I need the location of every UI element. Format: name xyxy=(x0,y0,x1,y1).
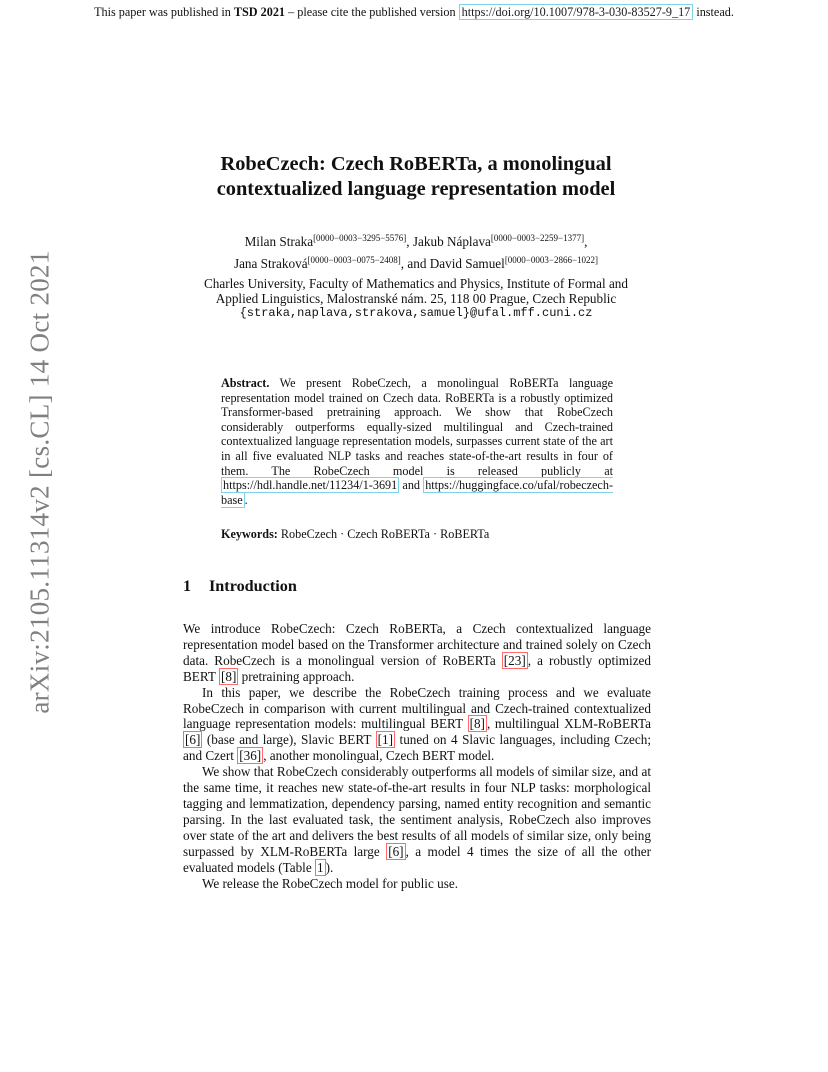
arxiv-identifier[interactable]: arXiv:2105.11314v2 [cs.CL] 14 Oct 2021 xyxy=(24,250,55,714)
publication-banner xyxy=(0,5,828,20)
doi-link[interactable]: https://doi.org/10.1007/978-3-030-83527-9_17 xyxy=(459,4,694,20)
authors-line-1: Milan Straka[0000−0003−3295−5576], Jakub Náplava[0000−0003−2259−1377], xyxy=(244,233,588,249)
author-emails[interactable]: {straka,naplava,strakova,samuel}@ufal.mff.cuni.cz xyxy=(239,306,593,320)
authors-line-2 xyxy=(150,251,682,273)
orcid-id[interactable]: [0000−0003−3295−5576] xyxy=(313,233,407,243)
text-run: (base and large), Slavic BERT xyxy=(202,732,376,748)
text-run: We show that RobeCzech considerably outperforms all models of similar size, and at the same time, it reaches new state-of-the-art results in four NLP tasks: morphological tagging and lemmatization, dependency parsing, named entity recognition and semantic parsing. In the last evaluated task, the sentiment analysis, RobeCzech also improves over state of the art and delivers the best results of all models of similar size, only being surpassed by XLM-RoBERTa large xyxy=(183,764,651,859)
affiliation xyxy=(150,276,682,321)
text-run: , another monolingual, Czech BERT model. xyxy=(263,748,495,764)
banner-middle: – please cite the published version xyxy=(285,5,459,19)
text-run: , multilingual XLM-RoBERTa xyxy=(486,716,651,732)
citation-link[interactable]: [36] xyxy=(239,748,262,764)
table-reference-link[interactable]: 1 xyxy=(317,859,324,875)
citation-link[interactable]: [8] xyxy=(220,668,237,684)
title-line-2: contextualized language representation model xyxy=(216,178,616,200)
author-separator: , and xyxy=(400,256,430,271)
introduction-body xyxy=(183,621,651,891)
citation-link[interactable]: [8] xyxy=(469,716,485,732)
abstract xyxy=(221,376,613,507)
citation-link[interactable]: [1] xyxy=(377,732,394,748)
title-line-1: RobeCzech: Czech RoBERTa, a monolingual xyxy=(220,153,612,175)
author-name: Jakub Náplava xyxy=(412,234,491,249)
affiliation-line-1: Charles University, Faculty of Mathematics and Physics, Institute of Formal and xyxy=(203,276,628,291)
keywords-label: Keywords: xyxy=(221,527,278,541)
citation-link[interactable]: [6] xyxy=(388,843,404,859)
author-separator: , xyxy=(406,234,413,249)
citation-link[interactable]: [23] xyxy=(503,652,526,668)
section-number: 1 xyxy=(183,577,192,595)
keywords-text: RobeCzech · Czech RoBERTa · RoBERTa xyxy=(280,527,490,541)
paragraph xyxy=(183,764,651,875)
banner-prefix: This paper was published in xyxy=(94,5,234,19)
handle-link[interactable]: https://hdl.handle.net/11234/1-3691 xyxy=(223,478,398,493)
text-run: pretraining approach. xyxy=(238,668,355,684)
huggingface-link[interactable]: https://huggingface.co/ufal/robeczech-base xyxy=(221,478,613,507)
text-run: ). xyxy=(325,859,334,875)
affiliation-line-2: Applied Linguistics, Malostranské nám. 25, 118 00 Prague, Czech Republic xyxy=(215,291,617,306)
text-run: tuned on 4 Slavic languages, including Czech; and Czert xyxy=(183,732,651,764)
paragraph xyxy=(183,685,651,765)
paper-title xyxy=(150,152,682,202)
text-run: We introduce RobeCzech: Czech RoBERTa, a Czech contextualized language representation model based on the Transformer architecture and trained solely on Czech data. RobeCzech is a monolingual version of RoBERTa xyxy=(183,621,651,668)
text-run: , a robustly optimized BERT xyxy=(183,652,651,684)
citation-link[interactable]: [6] xyxy=(185,732,201,748)
abstract-label: Abstract. xyxy=(221,376,270,390)
abstract-conjunction: and xyxy=(399,478,424,493)
author-name: David Samuel xyxy=(429,256,505,271)
section-heading xyxy=(183,577,297,596)
section-title: Introduction xyxy=(209,577,297,595)
orcid-id[interactable]: [0000−0003−2866−1022] xyxy=(504,255,599,265)
abstract-text: We present RobeCzech, a monolingual RoBERTa language representation model trained on Czech data. RoBERTa is a robustly optimized Transformer-based pretraining approach. We show that RobeCzech considerably outperforms equally-sized multilingual and Czech-trained contextualized language representation models, surpasses current state of the art in all five evaluated NLP tasks and reaches state-of-the-art results in four of them. The RobeCzech model is released publicly at xyxy=(221,376,613,478)
paragraph: We release the RobeCzech model for public use. xyxy=(202,875,458,891)
abstract-end: . xyxy=(244,492,248,507)
author-list xyxy=(150,229,682,273)
text-run: In this paper, we describe the RobeCzech training process and we evaluate RobeCzech in comparison with current multilingual and Czech-trained contextualized language representation models: multilingual BERT xyxy=(183,684,651,732)
banner-suffix: instead. xyxy=(693,5,734,19)
orcid-id[interactable]: [0000−0003−0075−2408] xyxy=(307,255,401,265)
paragraph xyxy=(183,621,651,685)
orcid-id[interactable]: [0000−0003−2259−1377] xyxy=(490,233,585,243)
author-name: Jana Straková xyxy=(233,256,308,271)
author-name: Milan Straka xyxy=(244,234,314,249)
text-run: , a model 4 times the size of all the other evaluated models (Table xyxy=(183,843,652,875)
banner-venue: TSD 2021 xyxy=(233,5,286,19)
keywords xyxy=(221,527,621,542)
